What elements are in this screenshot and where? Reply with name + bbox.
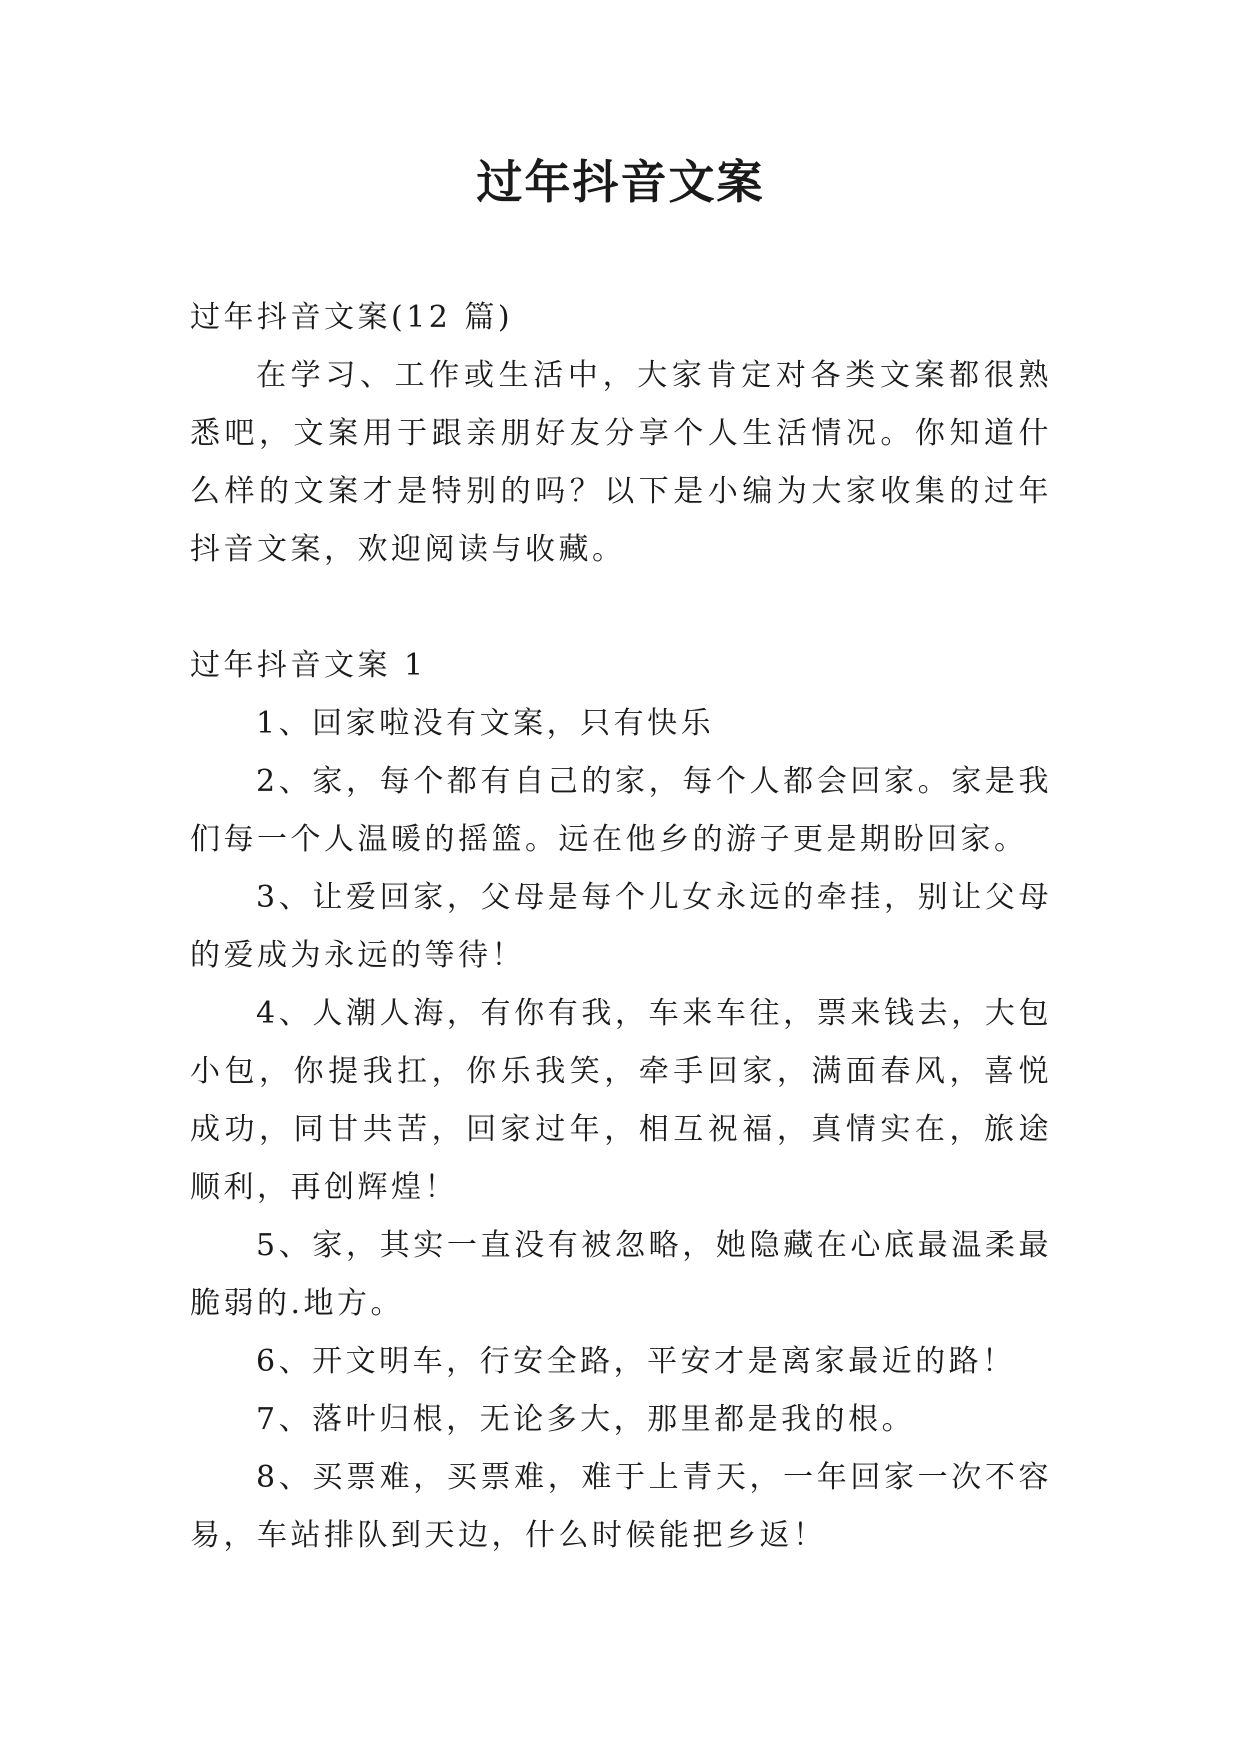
list-item: 2、家，每个都有自己的家，每个人都会回家。家是我们每一个人温暖的摇篮。远在他乡的游子更是期盼回家。	[190, 764, 1052, 857]
list-item: 7、落叶归根，无论多大，那里都是我的根。	[256, 1402, 916, 1437]
intro-paragraph: 在学习、工作或生活中，大家肯定对各类文案都很熟悉吧，文案用于跟亲朋好友分享个人生活情况。你知道什么样的文案才是特别的吗？以下是小编为大家收集的过年抖音文案，欢迎阅读与收藏。	[190, 358, 1052, 567]
list-item: 5、家，其实一直没有被忽略，她隐藏在心底最温柔最脆弱的.地方。	[190, 1228, 1052, 1321]
list-item: 1、回家啦没有文案，只有快乐	[256, 706, 715, 741]
list-item: 4、人潮人海，有你有我，车来车往，票来钱去，大包小包，你提我扛，你乐我笑，牵手回家，满面春风，喜悦成功，同甘共苦，回家过年，相互祝福，真情实在，旅途顺利，再创辉煌！	[190, 996, 1052, 1205]
list-item: 3、让爱回家，父母是每个儿女永远的牵挂，别让父母的爱成为永远的等待！	[190, 880, 1052, 973]
section-heading: 过年抖音文案 1	[190, 648, 427, 683]
list-item: 6、开文明车，行安全路，平安才是离家最近的路！	[256, 1344, 1016, 1379]
list-item: 8、买票难，买票难，难于上青天，一年回家一次不容易，车站排队到天边，什么时候能把乡返！	[190, 1460, 1052, 1553]
document-body	[190, 289, 1052, 1565]
document-subtitle: 过年抖音文案(12 篇)	[190, 300, 514, 335]
page-title: 过年抖音文案	[476, 155, 765, 209]
